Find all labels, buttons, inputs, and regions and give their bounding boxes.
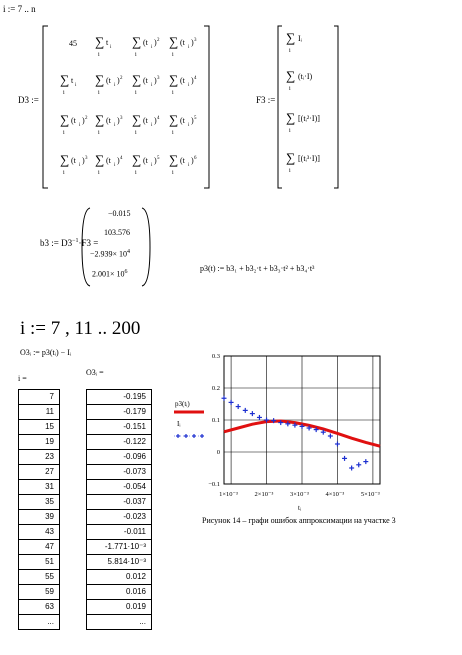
d3-sum-cell — [169, 34, 197, 58]
y-tick-label: −0.1 — [208, 481, 220, 488]
x-tick-label: 5×10⁻³ — [360, 491, 380, 498]
svg-text:5: 5 — [157, 156, 160, 161]
o3-cell: -0.073 — [87, 465, 152, 480]
svg-text:(t: (t — [180, 116, 185, 125]
b3-value-3-exponent: 4 — [127, 249, 131, 255]
svg-text:∑: ∑ — [132, 72, 142, 87]
svg-text:): ) — [191, 156, 194, 165]
x-axis-label: tᵢ — [298, 504, 302, 512]
svg-text:(t: (t — [143, 38, 148, 47]
svg-text:): ) — [191, 76, 194, 85]
svg-text:∑: ∑ — [169, 34, 179, 49]
o3-cell: -0.054 — [87, 480, 152, 495]
svg-text:i: i — [63, 170, 65, 176]
svg-text:i: i — [172, 52, 174, 58]
svg-text:(t: (t — [143, 116, 148, 125]
o3-table — [86, 389, 152, 630]
svg-text:): ) — [82, 156, 85, 165]
d3-sum-cell — [169, 112, 197, 136]
svg-text:i: i — [63, 130, 65, 136]
i-cell: 23 — [19, 450, 60, 465]
o3-cell: -0.096 — [87, 450, 152, 465]
o3-definition: O3ᵢ := p3(tᵢ) − Iᵢ — [20, 348, 72, 357]
b3-inverse-sup: −1 — [72, 238, 79, 244]
o3-cell: -0.179 — [87, 405, 152, 420]
svg-text:i: i — [98, 170, 100, 176]
svg-text:(t: (t — [180, 156, 185, 165]
svg-text:): ) — [154, 38, 157, 47]
o3-cell: 5.814·10⁻³ — [87, 555, 152, 570]
svg-text:∑: ∑ — [169, 112, 179, 127]
d3-sum-cell — [60, 152, 88, 176]
y-tick-label: 0.1 — [211, 417, 220, 424]
svg-text:): ) — [82, 116, 85, 125]
svg-text:i: i — [98, 52, 100, 58]
svg-text:): ) — [154, 156, 157, 165]
svg-text:∑: ∑ — [95, 34, 105, 49]
svg-text:i: i — [114, 123, 116, 128]
svg-text:i: i — [79, 163, 81, 168]
i-cell: 59 — [19, 585, 60, 600]
o3-row — [87, 555, 152, 570]
i-cell: 31 — [19, 480, 60, 495]
o3-row — [87, 465, 152, 480]
svg-text:[(tᵢ³·I)]: [(tᵢ³·I)] — [298, 154, 320, 163]
svg-text:(t: (t — [71, 116, 76, 125]
b3-value-4 — [92, 269, 128, 279]
o3-row — [87, 390, 152, 405]
svg-text:i: i — [110, 45, 112, 50]
i-series-point — [356, 462, 361, 467]
svg-text:5: 5 — [194, 116, 197, 121]
f3-sum-cell — [286, 68, 313, 92]
d3-sum-cell — [132, 34, 160, 58]
svg-text:4: 4 — [194, 76, 197, 81]
i-table — [18, 389, 60, 630]
p3-definition: p3(t) := b3₁ + b3₂·t + b3₃·t² + b3₄·t³ — [200, 264, 315, 273]
svg-text:Iᵢ: Iᵢ — [298, 34, 302, 43]
svg-text:i: i — [289, 86, 291, 92]
svg-text:i: i — [188, 83, 190, 88]
svg-text:): ) — [191, 38, 194, 47]
o3-cell: -1.771·10⁻³ — [87, 540, 152, 555]
b3-tail: ·F3 = — [78, 238, 99, 248]
d3-sum-cell — [95, 112, 123, 136]
i-row — [19, 465, 60, 480]
d3-sum-cell — [169, 72, 197, 96]
i-row — [19, 525, 60, 540]
col-i-header: i = — [18, 374, 27, 383]
svg-text:6: 6 — [194, 156, 197, 161]
x-tick-label: 3×10⁻³ — [290, 491, 309, 498]
o3-cell: -0.037 — [87, 495, 152, 510]
i-cell: 55 — [19, 570, 60, 585]
svg-text:i: i — [98, 130, 100, 136]
o3-cell: 0.019 — [87, 600, 152, 615]
big-range-definition: i := 7 , 11 .. 200 — [20, 318, 141, 339]
o3-cell: ... — [87, 615, 152, 630]
legend-i-swatch — [174, 434, 204, 438]
d3-sum-cell — [60, 112, 88, 136]
svg-text:∑: ∑ — [60, 72, 70, 87]
svg-text:∑: ∑ — [95, 72, 105, 87]
i-series-point — [243, 408, 248, 413]
i-row — [19, 600, 60, 615]
o3-cell: -0.122 — [87, 435, 152, 450]
f3-label: F3 := — [256, 95, 276, 105]
i-row — [19, 495, 60, 510]
i-cell: 63 — [19, 600, 60, 615]
svg-text:(t: (t — [143, 76, 148, 85]
i-cell: 47 — [19, 540, 60, 555]
o3-row — [87, 615, 152, 630]
o3-row — [87, 480, 152, 495]
svg-text:i: i — [172, 90, 174, 96]
svg-text:(t: (t — [106, 116, 111, 125]
i-series-point — [342, 456, 347, 461]
d3-matrix — [42, 24, 210, 190]
o3-row — [87, 420, 152, 435]
i-row — [19, 480, 60, 495]
svg-text:i: i — [114, 83, 116, 88]
svg-text:∑: ∑ — [286, 150, 296, 165]
svg-text:3: 3 — [120, 116, 123, 121]
i-row — [19, 540, 60, 555]
svg-text:3: 3 — [157, 76, 160, 81]
f3-sum-cell — [286, 150, 320, 174]
i-row — [19, 420, 60, 435]
i-series-point — [349, 466, 354, 471]
d3-sum-cell — [95, 34, 112, 58]
col-o3-header: O3ᵢ = — [86, 368, 104, 377]
d3-sum-cell — [169, 152, 197, 176]
svg-text:): ) — [117, 116, 120, 125]
svg-text:∑: ∑ — [286, 68, 296, 83]
svg-text:i: i — [151, 123, 153, 128]
b3-value-3 — [90, 249, 130, 259]
svg-text:i: i — [135, 90, 137, 96]
i-series-point — [328, 434, 333, 439]
svg-text:∑: ∑ — [60, 152, 70, 167]
o3-cell: 0.012 — [87, 570, 152, 585]
i-row — [19, 405, 60, 420]
svg-text:4: 4 — [120, 156, 123, 161]
o3-row — [87, 525, 152, 540]
i-cell: 39 — [19, 510, 60, 525]
b3-value-3-mantissa: −2.939× 10 — [90, 249, 128, 259]
legend-i-label: Iᵢ — [177, 420, 181, 428]
i-row — [19, 390, 60, 405]
svg-text:∑: ∑ — [60, 112, 70, 127]
svg-text:i: i — [172, 170, 174, 176]
svg-text:∑: ∑ — [169, 152, 179, 167]
i-cell: 27 — [19, 465, 60, 480]
i-cell: 19 — [19, 435, 60, 450]
i-row — [19, 510, 60, 525]
y-tick-label: 0.2 — [211, 385, 220, 392]
i-series-point — [236, 404, 241, 409]
x-tick-label: 2×10⁻³ — [254, 491, 274, 498]
svg-text:∑: ∑ — [286, 110, 296, 125]
figure-caption: Рисунок 14 – графи ошибок аппроксимации на участке 3 — [202, 516, 396, 525]
svg-text:i: i — [75, 83, 77, 88]
svg-text:): ) — [154, 76, 157, 85]
svg-text:i: i — [289, 128, 291, 134]
svg-text:(t: (t — [106, 76, 111, 85]
i-series-point — [363, 459, 368, 464]
f3-matrix — [277, 24, 339, 190]
o3-cell: -0.195 — [87, 390, 152, 405]
svg-text:2: 2 — [120, 76, 123, 81]
o3-cell: -0.011 — [87, 525, 152, 540]
d3-sum-cell — [95, 72, 123, 96]
o3-row — [87, 570, 152, 585]
svg-text:3: 3 — [194, 38, 197, 43]
svg-text:i: i — [188, 163, 190, 168]
i-row — [19, 450, 60, 465]
d3-sum-cell — [60, 72, 77, 96]
o3-cell: 0.016 — [87, 585, 152, 600]
o3-row — [87, 600, 152, 615]
svg-text:(t: (t — [180, 38, 185, 47]
i-cell: ... — [19, 615, 60, 630]
d3-sum-cell — [95, 152, 123, 176]
svg-text:i: i — [188, 123, 190, 128]
i-row — [19, 570, 60, 585]
svg-text:(t: (t — [180, 76, 185, 85]
svg-text:2: 2 — [85, 116, 88, 121]
i-cell: 35 — [19, 495, 60, 510]
i-series-point — [229, 400, 234, 405]
svg-text:∑: ∑ — [95, 152, 105, 167]
b3-value-4-mantissa: 2.001× 10 — [92, 269, 125, 279]
i-cell: 51 — [19, 555, 60, 570]
o3-row — [87, 495, 152, 510]
b3-expr: b3 := D3 — [40, 238, 73, 248]
svg-text:i: i — [289, 168, 291, 174]
svg-text:(t: (t — [71, 156, 76, 165]
svg-text:∑: ∑ — [169, 72, 179, 87]
svg-text:∑: ∑ — [286, 30, 296, 45]
b3-value-2: 103.576 — [104, 228, 130, 237]
svg-text:i: i — [79, 123, 81, 128]
d3-sum-cell — [132, 72, 160, 96]
o3-row — [87, 510, 152, 525]
svg-text:i: i — [135, 52, 137, 58]
x-tick-label: 4×10⁻³ — [325, 491, 345, 498]
o3-cell: -0.151 — [87, 420, 152, 435]
i-series-point — [250, 411, 255, 416]
svg-text:t: t — [71, 76, 74, 85]
svg-text:): ) — [191, 116, 194, 125]
svg-text:i: i — [188, 45, 190, 50]
i-series-point — [257, 415, 262, 420]
svg-text:i: i — [114, 163, 116, 168]
i-cell: 7 — [19, 390, 60, 405]
i-cell: 15 — [19, 420, 60, 435]
f3-sum-cell — [286, 110, 320, 134]
o3-row — [87, 450, 152, 465]
svg-text:4: 4 — [157, 116, 160, 121]
svg-text:i: i — [63, 90, 65, 96]
svg-text:∑: ∑ — [95, 112, 105, 127]
i-row — [19, 435, 60, 450]
svg-text:∑: ∑ — [132, 152, 142, 167]
i-row — [19, 585, 60, 600]
b3-value-1: −0.015 — [108, 209, 131, 218]
i-row — [19, 615, 60, 630]
svg-text:(t: (t — [106, 156, 111, 165]
i-series-point — [335, 442, 340, 447]
svg-text:i: i — [98, 90, 100, 96]
svg-text:∑: ∑ — [132, 34, 142, 49]
svg-text:(t: (t — [143, 156, 148, 165]
error-chart — [172, 350, 392, 518]
d3-label: D3 := — [18, 95, 39, 105]
x-tick-label: 1×10⁻³ — [219, 491, 238, 498]
f3-sum-cell — [286, 30, 303, 54]
svg-text:): ) — [117, 76, 120, 85]
svg-text:(tᵢ·I): (tᵢ·I) — [298, 72, 313, 81]
d3-sum-cell — [132, 152, 160, 176]
svg-text:2: 2 — [157, 38, 160, 43]
svg-text:i: i — [135, 130, 137, 136]
svg-text:3: 3 — [85, 156, 88, 161]
svg-text:t: t — [106, 38, 109, 47]
o3-cell: -0.023 — [87, 510, 152, 525]
y-tick-label: 0 — [216, 449, 220, 456]
o3-row — [87, 435, 152, 450]
svg-text:i: i — [151, 163, 153, 168]
svg-text:i: i — [135, 170, 137, 176]
i-cell: 11 — [19, 405, 60, 420]
o3-row — [87, 405, 152, 420]
svg-text:∑: ∑ — [132, 112, 142, 127]
b3-value-4-exponent: 6 — [124, 269, 128, 275]
svg-text:): ) — [154, 116, 157, 125]
o3-row — [87, 585, 152, 600]
d3-sum-cell — [132, 112, 160, 136]
i-cell: 43 — [19, 525, 60, 540]
o3-row — [87, 540, 152, 555]
svg-text:i: i — [289, 48, 291, 54]
d3-cell-first: 45 — [69, 39, 77, 48]
y-tick-label: 0.3 — [211, 353, 220, 360]
legend-p3-label: p3(tᵢ) — [175, 400, 190, 408]
svg-text:[(tᵢ²·I)]: [(tᵢ²·I)] — [298, 114, 320, 123]
i-row — [19, 555, 60, 570]
i-series-point — [222, 396, 227, 401]
svg-text:i: i — [172, 130, 174, 136]
svg-text:): ) — [117, 156, 120, 165]
range-definition: i := 7 .. n — [3, 4, 36, 14]
svg-text:i: i — [151, 83, 153, 88]
svg-text:i: i — [151, 45, 153, 50]
